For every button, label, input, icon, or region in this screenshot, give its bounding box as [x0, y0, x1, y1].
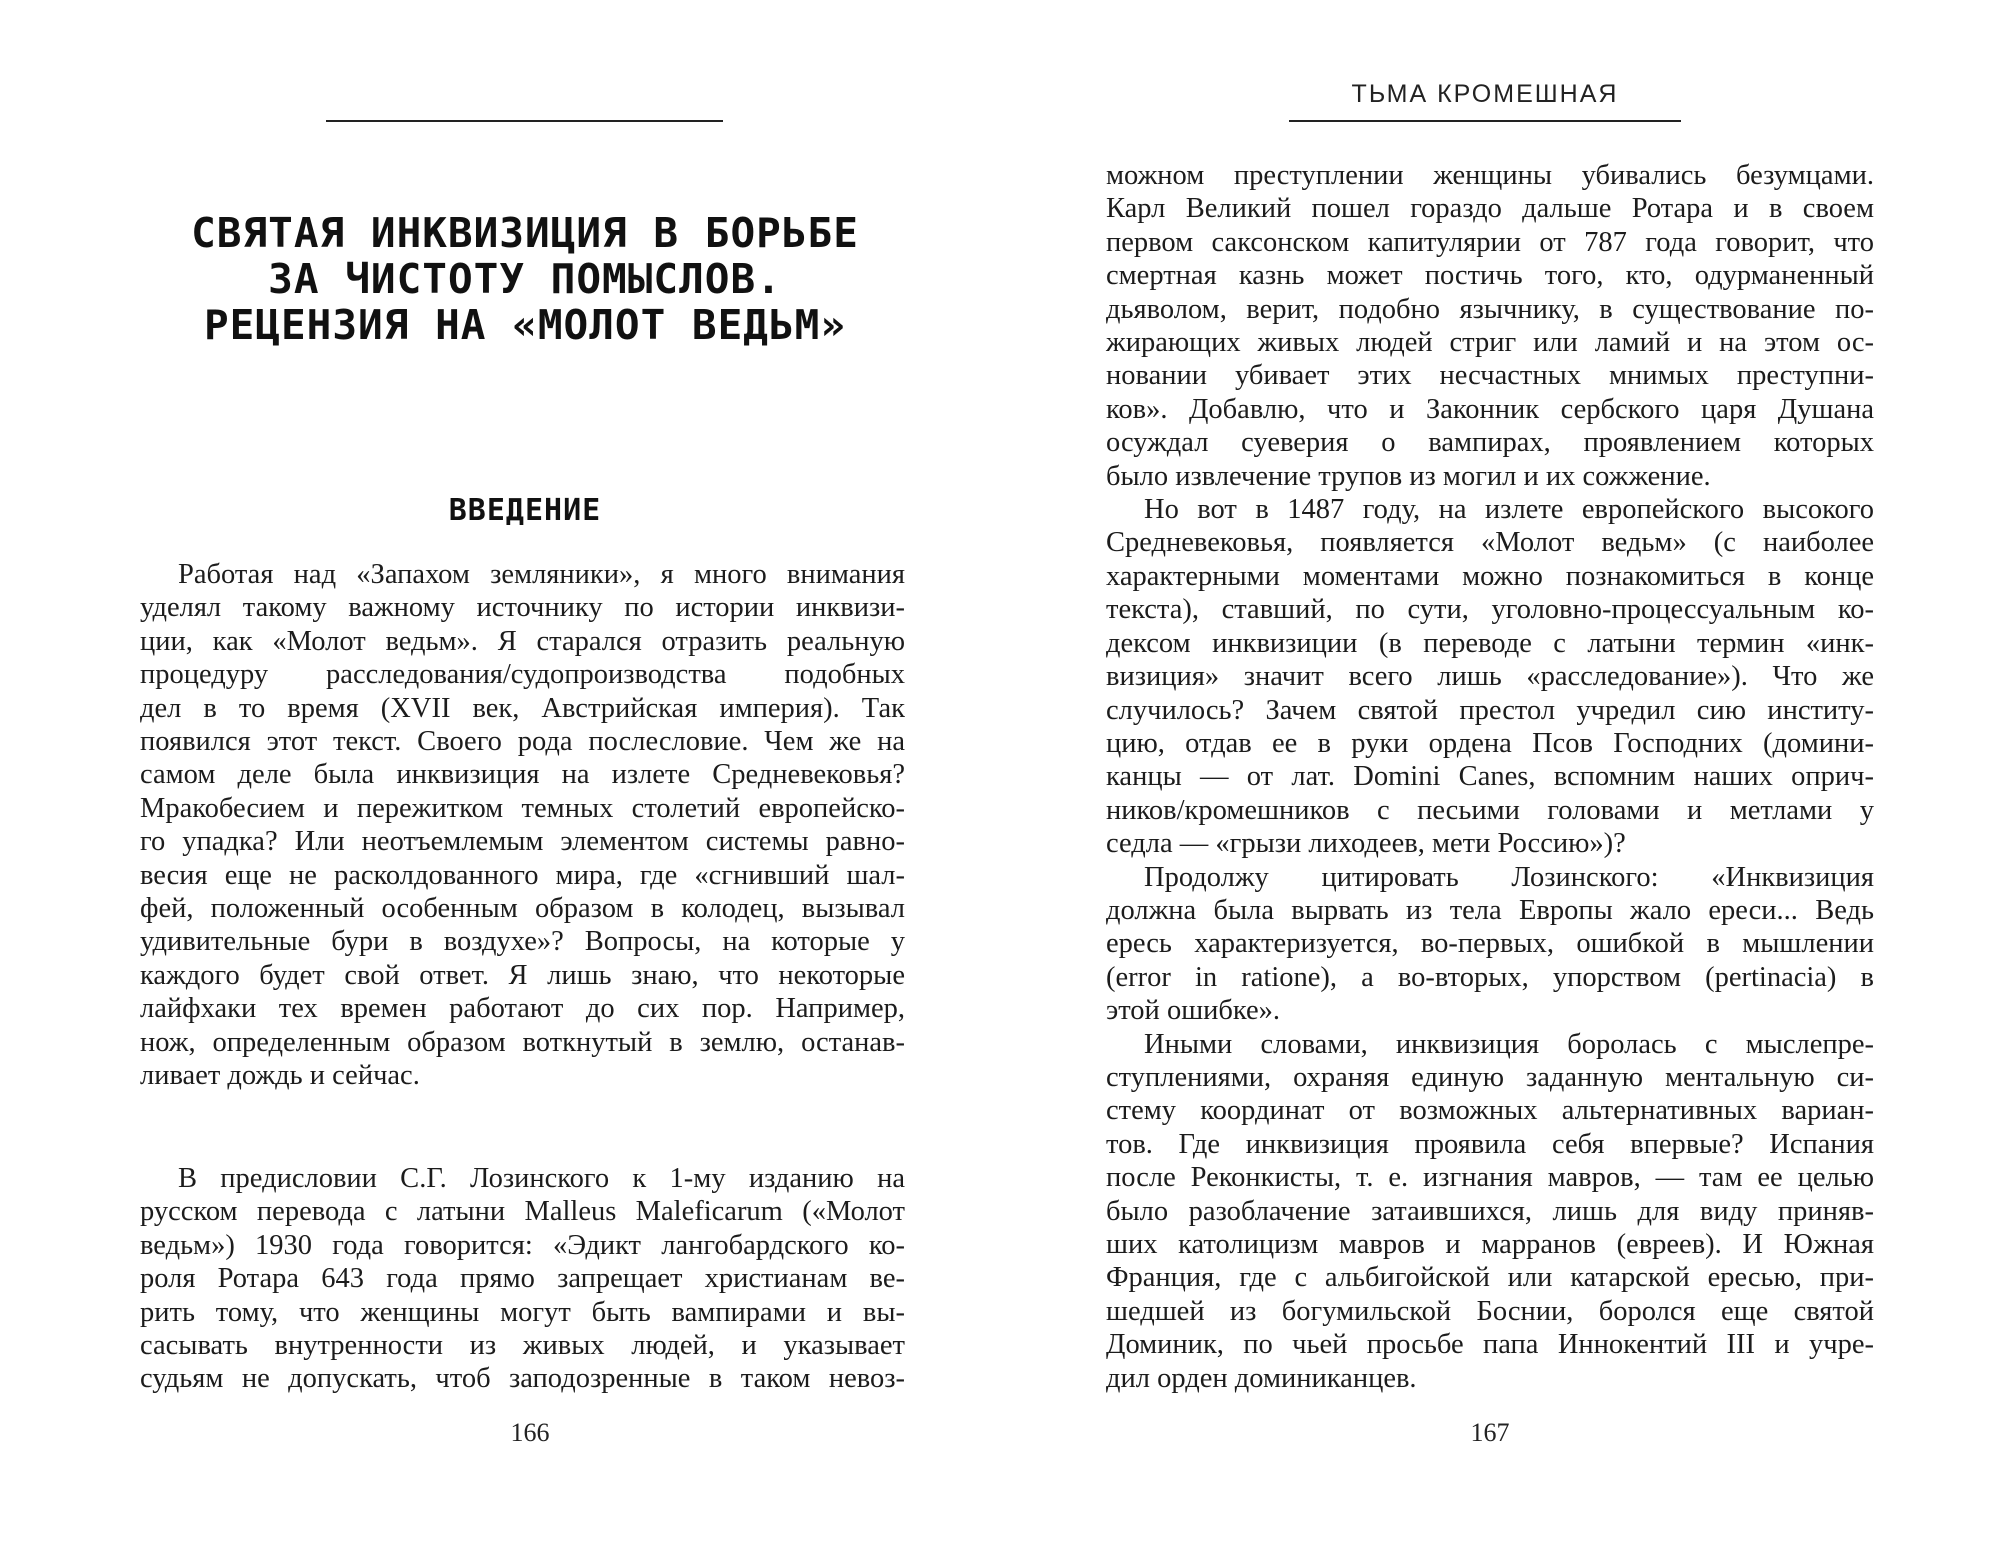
text-line: было извлечение трупов из могил и их сожжение. [1106, 460, 1711, 492]
text-line: Доминик, по чьей просьбе папа Иннокентий III и учре- [1106, 1329, 1874, 1361]
text-line: Мракобесием и пережитком темных столетий европейско- [140, 792, 905, 824]
text-line: ведьм») 1930 года говорится: «Эдикт лангобардского ко- [140, 1229, 905, 1261]
text-line: го упадка? Или неотъемлемым элементом системы равно- [140, 826, 905, 858]
text-line: Но вот в 1487 году, на излете европейского высокого [1144, 494, 1874, 526]
text-line: судьям не допускать, чтоб заподозренные в таком невоз- [140, 1363, 905, 1395]
text-line: процедуру расследования/судопроизводства подобных [140, 659, 905, 691]
text-line: роля Ротара 643 года прямо запрещает христианам ве- [140, 1263, 905, 1295]
text-line: канцы — от лат. Domini Canes, вспомним наших оприч- [1106, 761, 1874, 793]
text-line: характерными моментами можно познакомиться в конце [1106, 560, 1874, 592]
text-line: русском перевода с латыни Malleus Maleficarum («Молот [140, 1196, 905, 1228]
text-line: можном преступлении женщины убивались безумцами. [1106, 160, 1874, 191]
paragraph-preface [140, 1162, 905, 1396]
text-line: было разоблачение затаившихся, лишь для виду приняв- [1106, 1195, 1874, 1227]
text-line: лайфхаки тех времен работают до сих пор. Например, [140, 993, 905, 1025]
chapter-title-line: СВЯТАЯ ИНКВИЗИЦИЯ В БОРЬБЕ [191, 209, 859, 257]
text-line: дексом инквизиции (в переводе с латыни термин «инк- [1106, 627, 1874, 659]
paragraph-intro [140, 558, 905, 1093]
text-line: Иными словами, инквизиция боролась с мыслепре- [1144, 1028, 1874, 1060]
text-line: появился этот текст. Своего рода послесловие. Чем же на [140, 726, 905, 758]
text-line: стему координат от возможных альтернативных вариан- [1106, 1095, 1874, 1127]
right-page-text [1106, 159, 1874, 1395]
text-line: седла — «грызи лиходеев, мети Россию»)? [1106, 828, 1626, 860]
section-title: ВВЕДЕНИЕ [448, 493, 602, 528]
text-line: уделял такому важному источнику по истории инквизи- [140, 592, 905, 624]
text-line: после Реконкисты, т. е. изгнания мавров, — там ее целью [1106, 1162, 1874, 1194]
text-line: В предисловии С.Г. Лозинского к 1-му изданию на [178, 1163, 905, 1194]
chapter-title-line: ЗА ЧИСТОТУ ПОМЫСЛОВ. [268, 255, 782, 303]
text-line: (error in ratione), а во-вторых, упорством (pertinacia) в [1106, 961, 1874, 993]
text-line: нож, определенным образом воткнутый в землю, останав- [140, 1026, 905, 1058]
text-line: весия еще не расколдованного мира, где «сгнивший шал- [140, 859, 905, 891]
text-line: ников/кромешников с песьими головами и метлами у [1106, 794, 1874, 826]
text-line: осуждал суеверия о вампирах, проявлением которых [1106, 427, 1874, 459]
right-page [1000, 0, 2000, 1561]
text-line: дил орден доминиканцев. [1106, 1362, 1417, 1394]
text-line: новании убивает этих несчастных мнимых преступни- [1106, 360, 1874, 392]
text-line: Франция, где с альбигойской или катарской ересью, при- [1106, 1262, 1874, 1294]
running-head: ТЬМА КРОМЕШНАЯ [1351, 80, 1619, 108]
text-line: рить тому, что женщины могут быть вампирами и вы- [140, 1296, 905, 1328]
text-line: самом деле была инквизиция на излете Средневековья? [140, 759, 905, 791]
text-line: Продолжу цитировать Лозинского: «Инквизиция [1144, 861, 1874, 893]
chapter-title [140, 210, 910, 348]
text-line: удивительные бури в воздухе»? Вопросы, на которые у [140, 926, 905, 958]
page-number: 166 [510, 1418, 550, 1447]
text-line: ших католицизм мавров и марранов (евреев). И Южная [1106, 1229, 1874, 1260]
text-line: ков». Добавлю, что и Законник сербского царя Душана [1106, 393, 1874, 425]
text-line: ступлениями, охраняя единую заданную ментальную си- [1106, 1061, 1874, 1093]
text-line: текста), ставший, по сути, уголовно-процессуальным ко- [1106, 594, 1874, 626]
header-rule [326, 120, 723, 122]
text-line: Работая над «Запахом земляники», я много внимания [178, 559, 905, 590]
text-line: первом саксонском капитулярии от 787 года говорит, что [1106, 226, 1874, 258]
text-line: фей, положенный особенным образом в колодец, вызывал [140, 893, 905, 925]
text-line: жирающих живых людей стриг или ламий и на этом ос- [1106, 327, 1874, 359]
text-line: дел в то время (XVII век, Австрийская империя). Так [140, 692, 905, 724]
text-line: Карл Великий пошел гораздо дальше Ротара и в своем [1106, 193, 1874, 225]
page-number: 167 [1470, 1418, 1510, 1447]
text-line: тов. Где инквизиция проявила себя впервые? Испания [1106, 1128, 1874, 1160]
text-line: случилось? Зачем святой престол учредил сию институ- [1106, 694, 1874, 726]
text-line: ересь характеризуется, во-первых, ошибкой в мышлении [1106, 928, 1874, 960]
text-line: ливает дождь и сейчас. [140, 1060, 420, 1092]
header-rule [1289, 120, 1681, 122]
text-line: каждого будет свой ответ. Я лишь знаю, что некоторые [140, 959, 905, 991]
text-line: цию, отдав ее в руки ордена Псов Господних (домини- [1106, 727, 1874, 759]
text-line: ции, как «Молот ведьм». Я старался отразить реальную [140, 625, 905, 657]
text-line: этой ошибке». [1106, 995, 1281, 1027]
text-line: дьяволом, верит, подобно язычнику, в существование по- [1106, 293, 1874, 325]
text-line: сасывать внутренности из живых людей, и указывает [140, 1330, 905, 1362]
text-line: визиция» значит всего лишь «расследование»). Что же [1106, 661, 1874, 693]
chapter-title-line: РЕЦЕНЗИЯ НА «МОЛОТ ВЕДЬМ» [203, 301, 847, 349]
text-line: смертная казнь может постичь того, кто, одурманенный [1106, 260, 1874, 292]
text-line: шедшей из богумильской Боснии, боролся еще святой [1106, 1295, 1874, 1327]
text-line: Средневековья, появляется «Молот ведьм» (с наиболее [1106, 527, 1874, 559]
text-line: должна была вырвать из тела Европы жало ереси... Ведь [1106, 894, 1874, 926]
